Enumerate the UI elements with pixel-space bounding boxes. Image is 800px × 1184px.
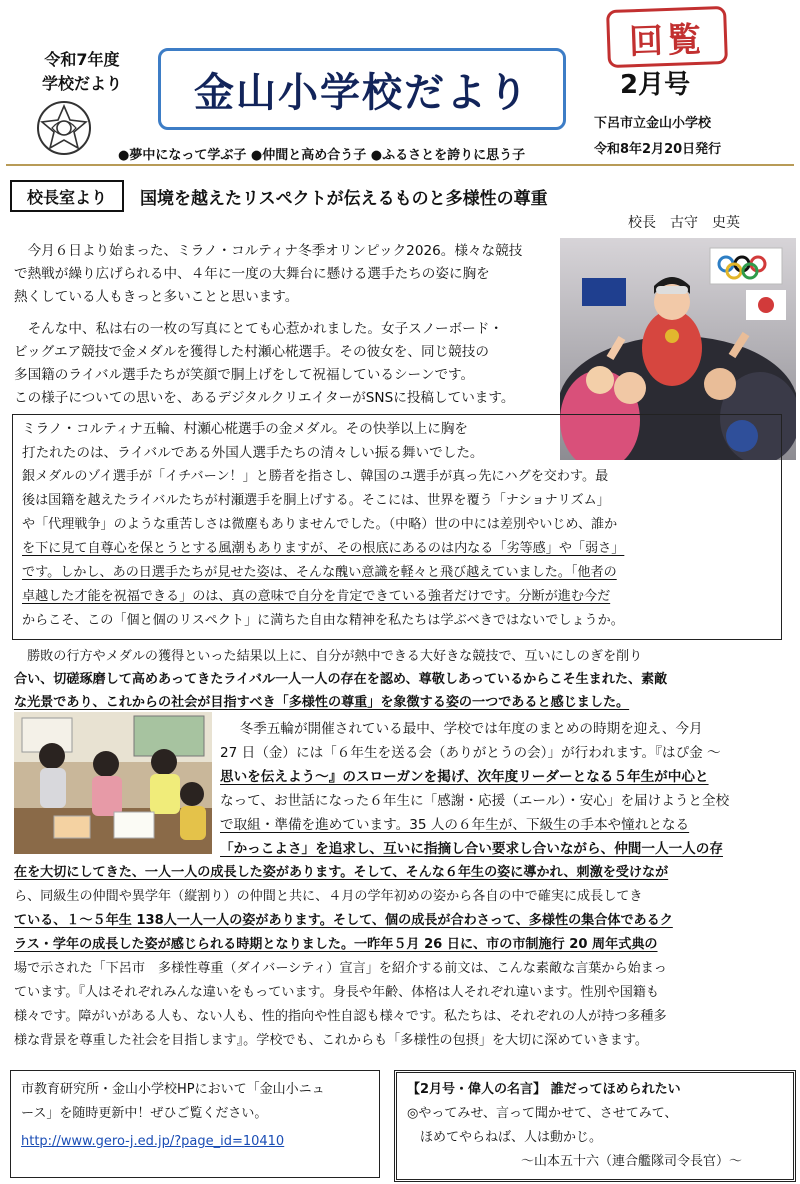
body-line: 合い、切磋琢磨して高めあってきたライバル一人一人の存在を認め、尊敬しあっているからこそ生まれた、素敵 (14, 672, 668, 687)
intro-line: ビッグエア競技で金メダルを獲得した村瀬心椛選手。その彼女を、同じ競技の (14, 344, 489, 360)
quote-line: 後は国籍を越えたライバルたちが村瀬選手を胴上げする。そこには、世界を覆う「ナショナリズム」 (22, 493, 610, 508)
body-line: ラス・学年の成長した姿が感じられる時期となりました。一昨年５月 26 日に、市の市制施行 20 周年式典の (14, 937, 658, 952)
classroom-children-photo (14, 712, 212, 854)
body-line: 場で示された「下呂市 多様性尊重（ダイバーシティ）宣言」を紹介する前文は、こんな素敵な言葉から始まっ (14, 961, 667, 976)
body-line: 勝敗の行方やメダルの獲得といった結果以上に、自分が熱中できる大好きな競技で、互いにしのぎを削り (14, 649, 643, 664)
era-line-1: 令和7年度 (44, 50, 120, 69)
body-line: ている、１～５年生 138人一人一人の姿があります。そして、個の成長が合わさって、多様性の集合体であるク (14, 913, 673, 928)
newsletter-title: 金山小学校だより (158, 48, 566, 130)
publisher: 下呂市立金山小学校 (594, 116, 712, 131)
quote-of-month-line: ほめてやらねば、人は動かじ。 (407, 1130, 603, 1145)
section-label: 校長室より (10, 180, 124, 212)
homepage-notice-line: ース」を随時更新中！ぜひご覧ください。 (21, 1106, 268, 1121)
issue-number: 2月号 (620, 70, 691, 100)
quote-line: や「代理戦争」のような重苦しさは微塵もありませんでした。（中略）世の中には差別やいじめ、誰か (22, 517, 618, 532)
quote-of-month-title: 【2月号・偉人の名言】 誰だってほめられたい (407, 1082, 681, 1097)
body-line: 在を大切にしてきた、一人一人の成長した姿があります。そして、そんな６年生の姿に導かれ、刺激を受けなが (14, 865, 669, 880)
article-author: 校長 古守 史英 (628, 215, 740, 231)
article-headline: 国境を越えたリスペクトが伝えるものと多様性の尊重 (140, 189, 548, 209)
quote-line: ミラノ・コルティナ五輪、村瀬心椛選手の金メダル。その快挙以上に胸を (22, 421, 469, 437)
body-line: で取組・準備を進めています。35 人の６年生が、下級生の手本や憧れとなる (220, 817, 690, 833)
school-motto: ●夢中になって学ぶ子 ●仲間と高め合う子 ●ふるさとを誇りに思う子 (118, 148, 526, 163)
intro-line: そんな中、私は右の一枚の写真にとても心惹かれました。女子スノーボード・ (14, 321, 503, 337)
body-line: 「かっこよさ」を追求し、互いに指摘し合い要求し合いながら、仲間一人一人の存 (220, 841, 723, 857)
homepage-link[interactable]: http://www.gero-j.ed.jp/?page_id=10410 (21, 1134, 285, 1149)
circulation-stamp: 回覧 (606, 6, 728, 68)
quote-line: 打たれたのは、ライバルである外国人選手たちの清々しい振る舞いでした。 (22, 445, 484, 461)
quote-of-month-box (394, 1070, 796, 1182)
quote-line: 銀メダルのゾイ選手が「イチバーン！」と勝者を指さし、韓国のユ選手が真っ先にハグを交わす。最 (22, 469, 609, 484)
intro-line: で熱戦が繰り広げられる中、４年に一度の大舞台に懸ける選手たちの姿に胸を (14, 266, 490, 282)
body-line: 冬季五輪が開催されている最中、学校では年度のまとめの時期を迎え、今月 (226, 721, 703, 737)
intro-line: 多国籍のライバル選手たちが笑顔で胴上げをして祝福しているシーンです。 (14, 367, 475, 383)
homepage-notice-box (10, 1070, 380, 1178)
body-line: 27 日（金）には「６年生を送る会（ありがとうの会）」が行われます。『はぴ金 ～ (220, 745, 721, 761)
intro-line: この様子についての思いを、あるデジタルクリエイターがSNSに投稿しています。 (14, 390, 515, 406)
homepage-notice-line: 市教育研究所・金山小学校HPにおいて「金山小ニュ (21, 1082, 325, 1097)
body-line: 様々です。障がいがある人も、ない人も、性的指向や性自認も様々です。私たちは、それぞれの人が持つ多種多 (14, 1009, 667, 1024)
body-line: ています。『人はそれぞれみんな違いをもっています。身長や年齢、体格は人それぞれ違います。性別や国籍も (14, 985, 659, 1000)
quote-of-month-line: ◎やってみせ、言って聞かせて、させてみて、 (407, 1106, 678, 1121)
quote-line: 卓越した才能を祝福できる」のは、真の意味で自分を肯定できている強者だけです。分断が進む今だ (22, 589, 611, 604)
body-line: 様な背景を尊重した社会を目指します』。学校でも、これからも「多様性の包摂」を大切に深めていきます。 (14, 1033, 648, 1048)
body-line: ら、同級生の仲間や異学年（縦割り）の仲間と共に、４月の学年初めの姿から各自の中で確実に成長してき (14, 889, 643, 904)
intro-line: 今月６日より始まった、ミラノ・コルティナ冬季オリンピック2026。様々な競技 (14, 243, 523, 259)
quote-line: からこそ、この「個と個のリスペクト」に満ちた自由な精神を私たちは学ぶべきではないでしょうか。 (22, 613, 624, 628)
school-emblem-icon (36, 100, 92, 156)
body-line: な光景であり、これからの社会が目指すべき「多様性の尊重」を象徴する姿の一つであると感じました。 (14, 695, 630, 710)
intro-line: 熱くしている人もきっと多いことと思います。 (14, 289, 299, 305)
quote-line: です。しかし、あの日選手たちが見せた姿は、そんな醜い意識を軽々と飛び越えていました。「他者の (22, 565, 617, 580)
body-line: なって、お世話になった６年生に「感謝・応援（エール）・安心」を届けようと全校 (220, 793, 730, 809)
header-divider (6, 164, 794, 166)
era-title (22, 48, 142, 96)
publish-date: 令和8年2月20日発行 (594, 142, 722, 157)
body-line: 思いを伝えよう～』のスローガンを掲げ、次年度リーダーとなる５年生が中心と (220, 769, 709, 785)
quote-attribution: ～山本五十六（連合艦隊司令長官）～ (521, 1154, 743, 1169)
quote-line: を下に見て自尊心を保とうとする風潮もありますが、その根底にあるのは内なる「劣等感」や「弱さ」 (22, 541, 625, 556)
era-line-2: 学校だより (41, 74, 122, 93)
